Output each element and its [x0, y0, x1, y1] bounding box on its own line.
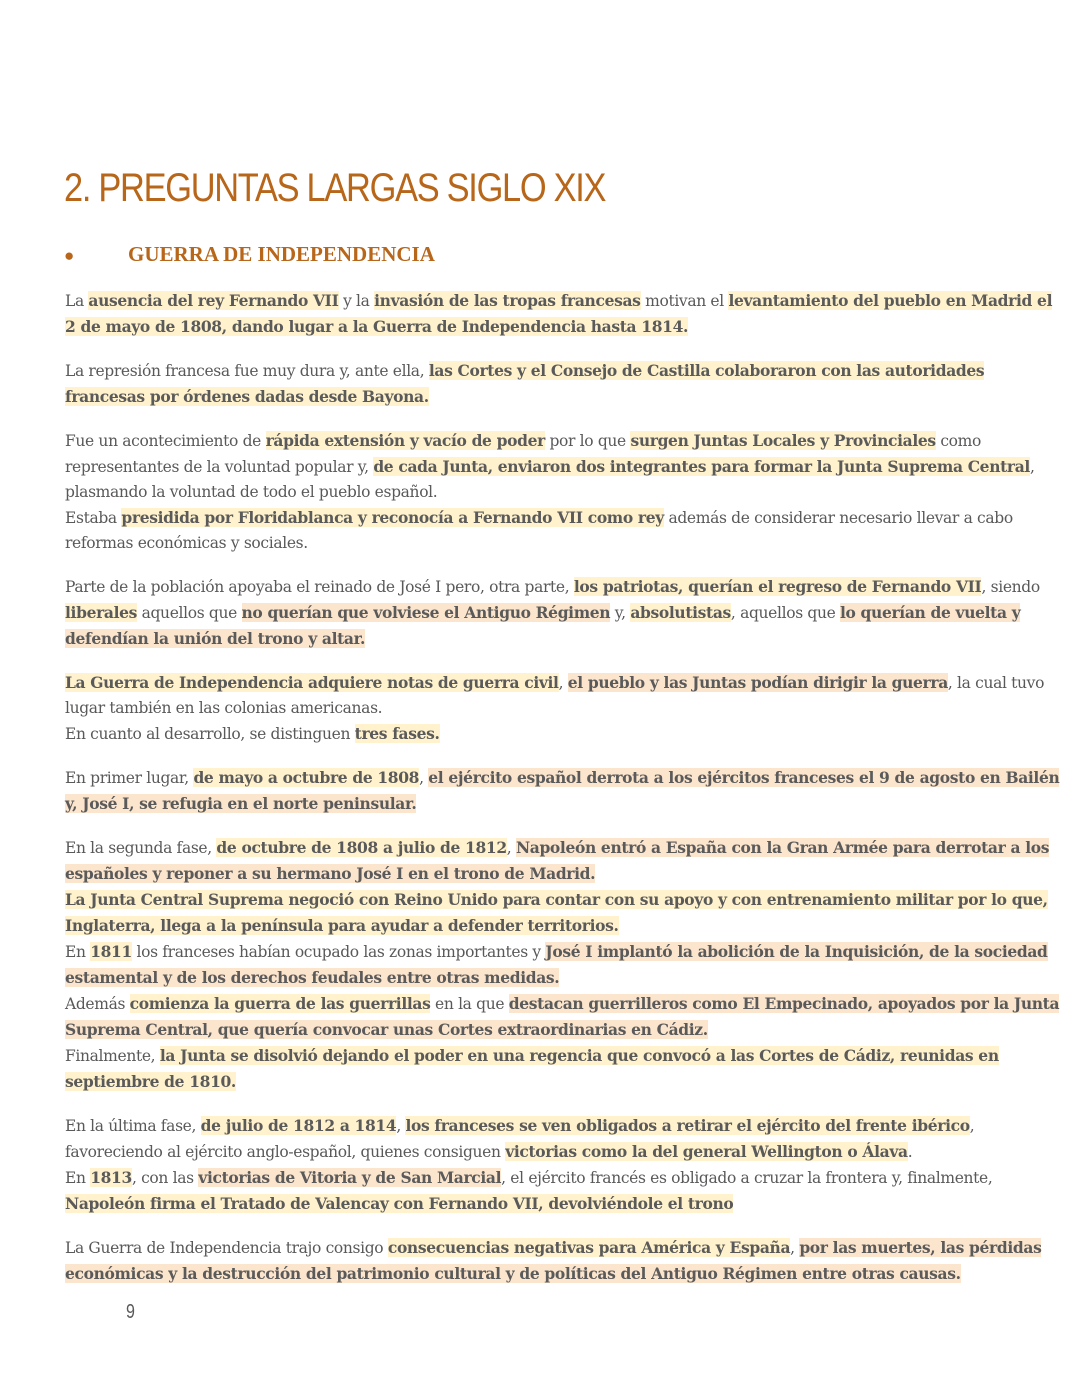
- highlight: La Guerra de Independencia adquiere notas de guerra civil: [65, 673, 559, 692]
- highlight: presidida por Floridablanca y reconocía a Fernando VII como rey: [121, 508, 664, 527]
- text-span: , aquellos que: [730, 604, 840, 622]
- text-span: ,: [558, 674, 568, 692]
- highlight: de julio de 1812 a 1814: [200, 1116, 397, 1135]
- highlight: ausencia del rey Fernando VII: [88, 291, 339, 310]
- paragraph-1: [65, 288, 1060, 340]
- highlight: consecuencias negativas para América y España: [387, 1238, 791, 1257]
- paragraph-2: [65, 358, 1060, 410]
- text-span: , siendo: [981, 578, 1040, 596]
- highlight: el ejército español derrota a los ejércitos franceses el 9 de agosto en Bailén y, José I, se refugia en el norte peninsular.: [65, 768, 1060, 813]
- text-span: La Guerra de Independencia trajo consigo: [65, 1239, 388, 1257]
- highlight: Napoleón entró a España con la Gran Armée para derrotar a los españoles y reponer a su hermano José I en el trono de Madrid.: [65, 838, 1050, 883]
- text-span: En cuanto al desarrollo, se distinguen: [65, 725, 355, 743]
- text-span: y,: [610, 604, 631, 622]
- text-span: La represión francesa fue muy dura y, ante ella,: [65, 362, 429, 380]
- text-span: los franceses habían ocupado las zonas importantes y: [131, 943, 546, 961]
- highlight: el pueblo y las Juntas podían dirigir la guerra: [567, 673, 948, 692]
- highlight: levantamiento del pueblo en Madrid el 2 de mayo de 1808, dando lugar a la Guerra de Independencia hasta 1814.: [65, 291, 1053, 336]
- highlight: victorias de Vitoria y de San Marcial: [198, 1168, 502, 1187]
- text-span: La: [65, 292, 89, 310]
- text-span: , favoreciendo al ejército anglo-español, quienes consiguen: [65, 1117, 975, 1161]
- highlight: surgen Juntas Locales y Provinciales: [630, 431, 936, 450]
- highlight: liberales: [65, 603, 138, 622]
- highlight: comienza la guerra de las guerrillas: [129, 994, 431, 1013]
- text-span: En la segunda fase,: [65, 839, 217, 857]
- highlight: de cada Junta, enviaron dos integrantes para formar la Junta Suprema Central: [373, 457, 1030, 476]
- highlight: 1813: [90, 1168, 132, 1187]
- section-heading: [64, 242, 435, 267]
- paragraph-4: [65, 574, 1060, 652]
- text-span: ,: [396, 1117, 406, 1135]
- text-span: como representantes de la voluntad popular y,: [65, 432, 981, 476]
- text-span: Parte de la población apoyaba el reinado de José I pero, otra parte,: [65, 578, 574, 596]
- highlight: Napoleón firma el Tratado de Valencay con Fernando VII, devolviéndole el trono: [65, 1194, 734, 1213]
- paragraph-8: [65, 1113, 1060, 1217]
- highlight: la Junta se disolvió dejando el poder en una regencia que convocó a las Cortes de Cádiz, reunidas en septiembre de 1810.: [65, 1046, 999, 1091]
- text-span: , con las: [131, 1169, 199, 1187]
- text-span: motivan el: [640, 292, 729, 310]
- paragraph-6: [65, 765, 1060, 817]
- paragraph-9: [65, 1235, 1060, 1287]
- text-span: En: [65, 1169, 91, 1187]
- text-span: por lo que: [544, 432, 631, 450]
- highlight: los franceses se ven obligados a retirar el ejército del frente ibérico: [405, 1116, 970, 1135]
- text-span: ,: [419, 769, 429, 787]
- paragraph-3: [65, 428, 1060, 556]
- highlight: las Cortes y el Consejo de Castilla colaboraron con las autoridades francesas por órdenes dadas desde Bayona.: [65, 361, 985, 406]
- text-span: Además: [65, 995, 130, 1013]
- highlight: los patriotas, querían el regreso de Fernando VII: [573, 577, 982, 596]
- text-span: ,: [790, 1239, 800, 1257]
- text-span: y la: [338, 292, 375, 310]
- document-body: [65, 288, 1060, 1305]
- highlight: por las muertes, las pérdidas económicas y la destrucción del patrimonio cultural y de políticas del Antiguo Régimen entre otras causas.: [65, 1238, 1042, 1283]
- paragraph-7: [65, 835, 1060, 1095]
- highlight: lo querían de vuelta y defendían la unión del trono y altar.: [65, 603, 1021, 648]
- section-heading-text: GUERRA DE INDEPENDENCIA: [128, 242, 435, 266]
- text-span: Finalmente,: [65, 1047, 160, 1065]
- highlight: rápida extensión y vacío de poder: [265, 431, 545, 450]
- highlight: de mayo a octubre de 1808: [193, 768, 420, 787]
- highlight: José I implantó la abolición de la Inquisición, de la sociedad estamental y de los derechos feudales entre otras medidas.: [65, 942, 1048, 987]
- highlight: La Junta Central Suprema negoció con Reino Unido para contar con su apoyo y con entrenamiento militar por lo que, Inglaterra, llega a la península para ayudar a defender territorios.: [65, 890, 1048, 935]
- text-span: Fue un acontecimiento de: [65, 432, 266, 450]
- text-span: En: [65, 943, 91, 961]
- highlight: destacan guerrilleros como El Empecinado, apoyados por la Junta Suprema Central, que quería convocar unas Cortes extraordinarias en Cádiz.: [65, 994, 1060, 1039]
- text-span: además de considerar necesario llevar a cabo reformas económicas y sociales.: [65, 509, 1013, 552]
- text-span: en la que: [430, 995, 509, 1013]
- highlight: absolutistas: [630, 603, 731, 622]
- text-span: , plasmando la voluntad de todo el pueblo español.: [65, 458, 1035, 501]
- highlight: victorias como la del general Wellington o Álava: [505, 1142, 908, 1161]
- text-span: ,: [506, 839, 516, 857]
- highlight: no querían que volviese el Antiguo Régimen: [241, 603, 611, 622]
- text-span: En la última fase,: [65, 1117, 201, 1135]
- page-title: 2. PREGUNTAS LARGAS SIGLO XIX: [64, 166, 606, 210]
- text-span: .: [907, 1143, 913, 1161]
- text-span: , la cual tuvo lugar también en las colonias americanas.: [65, 674, 1045, 717]
- paragraph-5: [65, 670, 1060, 747]
- text-span: , el ejército francés es obligado a cruzar la frontera y, finalmente,: [501, 1169, 993, 1187]
- highlight: de octubre de 1808 a julio de 1812: [216, 838, 507, 857]
- highlight: 1811: [90, 942, 132, 961]
- text-span: En primer lugar,: [65, 769, 194, 787]
- highlight: tres fases.: [354, 724, 440, 743]
- text-span: aquellos que: [137, 604, 242, 622]
- page-number: 9: [126, 1301, 135, 1323]
- bullet-icon: ●: [64, 246, 75, 265]
- text-span: Estaba: [65, 509, 122, 527]
- highlight: invasión de las tropas francesas: [374, 291, 641, 310]
